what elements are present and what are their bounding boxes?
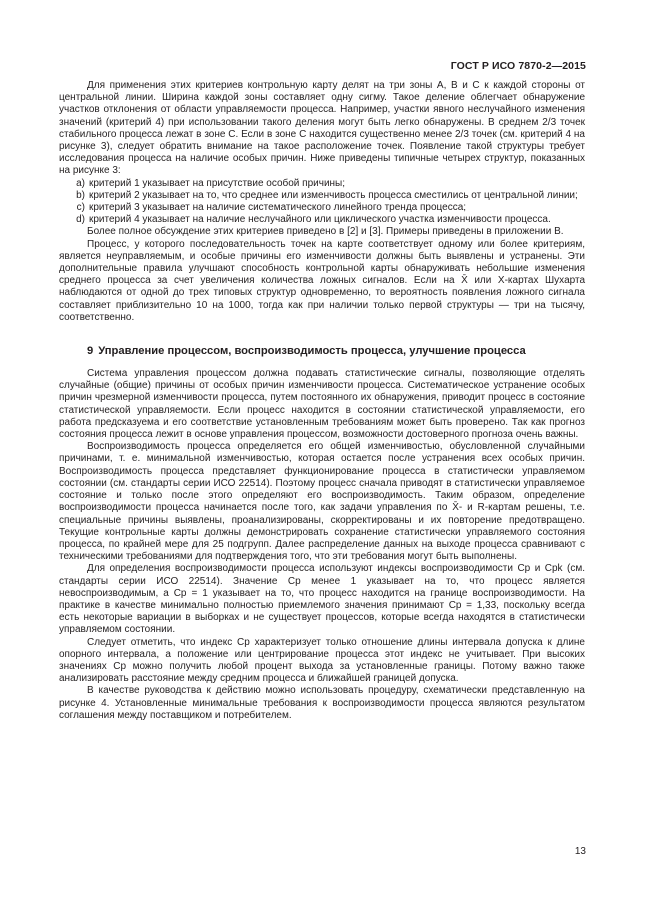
list-text: критерий 4 указывает на наличие неслучайного или циклического участка изменчивости процесса.	[89, 214, 551, 226]
paragraph-capability-indices: Для определения воспроизводимости процесса используют индексы воспроизводимости Cp и Cpk (см. стандарты серии ИСО 22514). Значение Cp менее 1 указывает на то, что процесс является невоспроизводимым, а Cp = 1 указывает на то, что процесс находится на границе воспроизводимости. На практике в качестве минимально полностью приемлемого значения принимают Cp = 1,33, поскольку всегда есть некоторые вариации в выборках и не существует процессов, которые всегда находятся в статистически управляемом состоянии.	[59, 563, 585, 636]
list-marker: b)	[76, 189, 85, 201]
section-heading	[59, 344, 585, 358]
list-item-a	[59, 178, 585, 190]
list-marker: a)	[76, 177, 85, 189]
paragraph-capability: Воспроизводимость процесса определяется его общей изменчивостью, обусловленной случайными причинами, т. е. минимальной изменчивостью, которая остается после устранения всех особых причин. Воспроизводимость процесса представляет функционирование процесса в статистически управляемом состоянии (см. стандарты серии ИСО 22514). Поэтому процесс сначала приводят в статистически управляемое состояние и только после этого определяют его воспроизводимость. Таким образом, определение воспроизводимости процесса начинается после того, как задачи управления по X̄- и R-картам решены, т.е. специальные причины выявлены, проанализированы, скорректированы и их повторение предотвращено. Текущие контрольные карты должны демонстрировать сохранение статистически управляемого состояния процесса, по крайней мере для 25 подгрупп. Далее распределение данных на выходе процесса сравнивают с техническими требованиями для подтверждения того, что эти требования могут быть выполнены.	[59, 441, 585, 563]
paragraph-zones: Для применения этих критериев контрольную карту делят на три зоны A, B и C к каждой стороны от центральной линии. Ширина каждой зоны составляет одну сигму. Такое деление облегчает обнаружение участков отклонения от области управляемости процесса. Например, участки явного неслучайного изменения значений (критерий 4) при использовании такого деления могут быть легко обнаружены. В среднем 2/3 точек стабильного процесса лежат в зоне C. Если в зоне C находится существенно менее 2/3 точек (см. критерий 4 на рисунке 3), следует обратить внимание на такое расположение точек. Появление такой структуры требует исследования процесса на наличие особых причин. Ниже приведены типичные четырех структур, показанных на рисунке 3:	[59, 80, 585, 177]
list-item-b	[59, 190, 585, 202]
list-text: критерий 3 указывает на наличие систематического линейного тренда процесса;	[89, 202, 467, 214]
paragraph-control-system: Система управления процессом должна подавать статистические сигналы, позволяющие отделять случайные (общие) причины от особых причин изменчивости процесса. Систематическое устранение особых причин чрезмерной изменчивости процесса, путем постоянного их обнаружения, приводит процесс в состояние статистической управляемости. Если процесс находится в состоянии статистической управляемости, его работа предсказуема и его соответствие установленным требованиям может быть проверено. Так как прогноз состояния процесса лежит в основе управления процессом, возможности достоверного прогноза очень важны.	[59, 368, 585, 441]
page-number: 13	[574, 846, 586, 857]
paragraph-references: Более полное обсуждение этих критериев приведено в [2] и [3]. Примеры приведены в приложении В.	[87, 226, 564, 238]
list-item-d	[59, 214, 585, 226]
paragraph-uncontrolled: Процесс, у которого последовательность точек на карте соответствует одному или более критериям, является неуправляемым, и особые причины его изменчивости должны быть выявлены и устранены. Эти дополнительные правила улучшают способность контрольной карты обнаруживать небольшие изменения среднего процесса за счет увеличения количества ложных сигналов. Если на X̄ или X-картах Шухарта наблюдаются от одной до трех типовых структур одновременно, то вероятность появления ложного сигнала составляет приблизительно 10 на 1000, тогда как при наличии только первой структуры — три на тысячу, соответственно.	[59, 238, 585, 323]
standard-header: ГОСТ Р ИСО 7870-2—2015	[450, 60, 586, 72]
list-text: критерий 1 указывает на присутствие особой причины;	[89, 177, 346, 189]
paragraph-guidance: В качестве руководства к действию можно использовать процедуру, схематически представленную на рисунке 4. Установленные минимальные требования к воспроизводимости процесса являются результатом соглашения между поставщиком и потребителем.	[59, 685, 585, 721]
section-number: 9	[87, 345, 94, 358]
paragraph-cp-note: Следует отметить, что индекс Cp характеризует только отношение длины интервала допуска к длине опорного интервала, а положение или центрирование процесса этот индекс не учитывает. При высоких значениях Cp можно получить любой процент выхода за установленные границы. Потому важно также анализировать расстояние между средним процесса и ближайшей границей допуска.	[59, 636, 585, 685]
list-item-c	[59, 202, 585, 214]
list-marker: d)	[76, 214, 85, 226]
list-marker: c)	[76, 202, 85, 214]
page-content	[59, 80, 585, 722]
list-text: критерий 2 указывает на то, что среднее или изменчивость процесса сместились от центральной линии;	[89, 189, 578, 201]
section-title: Управление процессом, воспроизводимость процесса, улучшение процесса	[98, 345, 526, 358]
